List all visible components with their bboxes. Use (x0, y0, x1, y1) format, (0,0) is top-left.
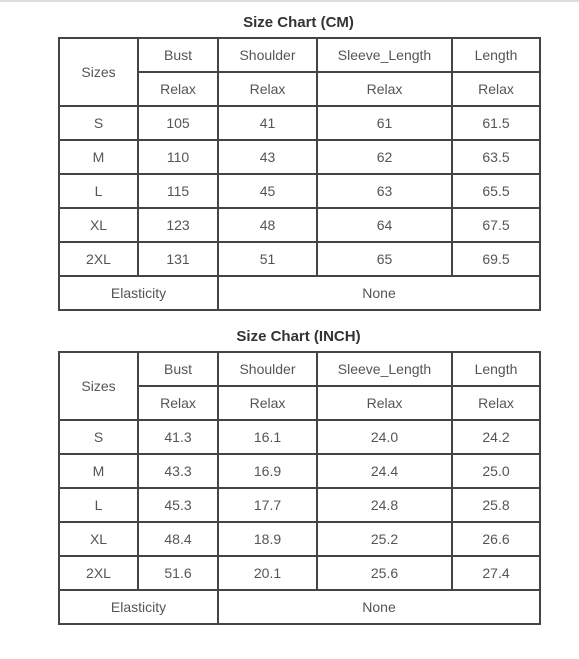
elasticity-label: Elasticity (59, 276, 218, 310)
shoulder-cell: 45 (218, 174, 317, 208)
elasticity-label: Elasticity (59, 590, 218, 624)
size-cell: M (59, 454, 138, 488)
elasticity-row (59, 276, 540, 310)
sizes-header: Sizes (59, 38, 138, 106)
table-row (59, 556, 540, 590)
elasticity-value: None (218, 590, 540, 624)
bust-header: Bust (138, 352, 218, 386)
bust-cell: 43.3 (138, 454, 218, 488)
length-cell: 25.0 (452, 454, 540, 488)
length-cell: 65.5 (452, 174, 540, 208)
length-subheader: Relax (452, 386, 540, 420)
length-cell: 63.5 (452, 140, 540, 174)
length-cell: 25.8 (452, 488, 540, 522)
size-cell: M (59, 140, 138, 174)
sleeve-length-cell: 64 (317, 208, 452, 242)
length-cell: 69.5 (452, 242, 540, 276)
table-row (59, 106, 540, 140)
length-cell: 24.2 (452, 420, 540, 454)
table-row (59, 454, 540, 488)
shoulder-cell: 17.7 (218, 488, 317, 522)
size-cell: 2XL (59, 242, 138, 276)
table-row (59, 174, 540, 208)
bust-cell: 131 (138, 242, 218, 276)
sleeve-length-cell: 63 (317, 174, 452, 208)
size-chart-cm-title: Size Chart (CM) (243, 14, 354, 31)
length-header: Length (452, 38, 540, 72)
shoulder-cell: 41 (218, 106, 317, 140)
elasticity-value: None (218, 276, 540, 310)
bust-header: Bust (138, 38, 218, 72)
size-cell: XL (59, 208, 138, 242)
shoulder-cell: 18.9 (218, 522, 317, 556)
length-cell: 61.5 (452, 106, 540, 140)
size-chart-inch-title: Size Chart (INCH) (236, 328, 361, 345)
sleeve-length-subheader: Relax (317, 386, 452, 420)
sleeve-length-cell: 24.8 (317, 488, 452, 522)
length-cell: 26.6 (452, 522, 540, 556)
sleeve-length-cell: 24.4 (317, 454, 452, 488)
length-cell: 67.5 (452, 208, 540, 242)
table-row (59, 208, 540, 242)
sleeve-length-cell: 25.6 (317, 556, 452, 590)
table-row (59, 242, 540, 276)
size-cell: S (59, 106, 138, 140)
size-cell: L (59, 488, 138, 522)
shoulder-cell: 16.1 (218, 420, 317, 454)
bust-cell: 41.3 (138, 420, 218, 454)
sleeve-length-cell: 24.0 (317, 420, 452, 454)
sleeve-length-cell: 61 (317, 106, 452, 140)
size-chart-cm-table (58, 37, 541, 311)
size-cell: L (59, 174, 138, 208)
shoulder-cell: 51 (218, 242, 317, 276)
table-row (59, 522, 540, 556)
sleeve-length-cell: 25.2 (317, 522, 452, 556)
length-cell: 27.4 (452, 556, 540, 590)
shoulder-header: Shoulder (218, 38, 317, 72)
shoulder-cell: 48 (218, 208, 317, 242)
top-divider (0, 0, 579, 2)
table-header-row (59, 38, 540, 72)
shoulder-cell: 20.1 (218, 556, 317, 590)
elasticity-row (59, 590, 540, 624)
shoulder-cell: 16.9 (218, 454, 317, 488)
table-row (59, 420, 540, 454)
length-subheader: Relax (452, 72, 540, 106)
shoulder-cell: 43 (218, 140, 317, 174)
sizes-header: Sizes (59, 352, 138, 420)
size-chart-inch-table (58, 351, 541, 625)
sleeve-length-header: Sleeve_Length (317, 38, 452, 72)
size-cell: XL (59, 522, 138, 556)
bust-subheader: Relax (138, 72, 218, 106)
sleeve-length-cell: 65 (317, 242, 452, 276)
shoulder-subheader: Relax (218, 386, 317, 420)
bust-cell: 45.3 (138, 488, 218, 522)
shoulder-subheader: Relax (218, 72, 317, 106)
bust-cell: 48.4 (138, 522, 218, 556)
sleeve-length-header: Sleeve_Length (317, 352, 452, 386)
bust-cell: 105 (138, 106, 218, 140)
size-cell: 2XL (59, 556, 138, 590)
size-cell: S (59, 420, 138, 454)
sleeve-length-subheader: Relax (317, 72, 452, 106)
shoulder-header: Shoulder (218, 352, 317, 386)
bust-subheader: Relax (138, 386, 218, 420)
length-header: Length (452, 352, 540, 386)
bust-cell: 51.6 (138, 556, 218, 590)
bust-cell: 123 (138, 208, 218, 242)
table-header-row (59, 352, 540, 386)
sleeve-length-cell: 62 (317, 140, 452, 174)
bust-cell: 115 (138, 174, 218, 208)
bust-cell: 110 (138, 140, 218, 174)
table-row (59, 140, 540, 174)
table-row (59, 488, 540, 522)
